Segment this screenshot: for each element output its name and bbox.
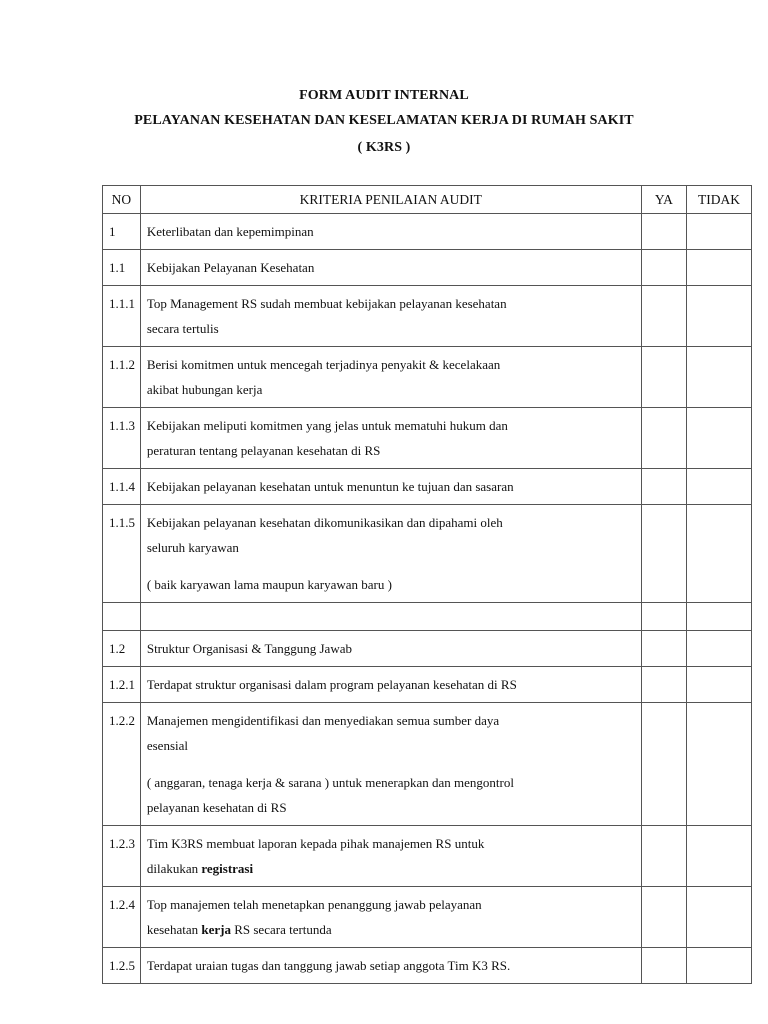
row-number: 1.2.1 bbox=[103, 667, 141, 703]
criteria-line: Keterlibatan dan kepemimpinan bbox=[146, 224, 314, 239]
header-no: NO bbox=[103, 186, 141, 214]
criteria-line bbox=[147, 856, 635, 881]
ya-cell[interactable] bbox=[641, 887, 686, 948]
header-criteria: KRITERIA PENILAIAN AUDIT bbox=[140, 186, 641, 214]
ya-cell[interactable] bbox=[641, 631, 686, 667]
form-title: FORM AUDIT INTERNAL bbox=[299, 88, 469, 103]
tidak-cell[interactable] bbox=[687, 505, 752, 603]
row-number: 1.2.3 bbox=[103, 826, 141, 887]
ya-cell[interactable] bbox=[641, 826, 686, 887]
row-number: 1.1.1 bbox=[103, 286, 141, 347]
ya-cell[interactable] bbox=[641, 214, 686, 250]
criteria-line: Terdapat uraian tugas dan tanggung jawab setiap anggota Tim K3 RS. bbox=[146, 958, 511, 973]
table-row bbox=[103, 667, 752, 703]
table-row bbox=[103, 631, 752, 667]
form-subtitle: PELAYANAN KESEHATAN DAN KESELAMATAN KERJA DI RUMAH SAKIT bbox=[134, 113, 634, 128]
table-row bbox=[103, 214, 752, 250]
criteria-line: Kebijakan Pelayanan Kesehatan bbox=[146, 260, 315, 275]
criteria-line: Top manajemen telah menetapkan penanggung jawab pelayanan bbox=[146, 897, 482, 912]
row-number: 1.1.3 bbox=[103, 408, 141, 469]
form-header bbox=[0, 88, 768, 156]
criteria-line: akibat hubungan kerja bbox=[146, 382, 263, 397]
table-row bbox=[103, 286, 752, 347]
header-tidak: TIDAK bbox=[687, 186, 752, 214]
row-criteria bbox=[140, 703, 641, 826]
criteria-line: peraturan tentang pelayanan kesehatan di RS bbox=[146, 443, 381, 458]
row-criteria bbox=[140, 286, 641, 347]
criteria-line: Tim K3RS membuat laporan kepada pihak manajemen RS untuk bbox=[146, 836, 485, 851]
tidak-cell[interactable] bbox=[687, 408, 752, 469]
ya-cell[interactable] bbox=[641, 469, 686, 505]
criteria-text: RS secara tertunda bbox=[230, 922, 332, 937]
criteria-line: Kebijakan pelayanan kesehatan dikomunikasikan dan dipahami oleh bbox=[146, 515, 503, 530]
row-number: 1.1.4 bbox=[103, 469, 141, 505]
row-number: 1.2.2 bbox=[103, 703, 141, 826]
table-row bbox=[103, 826, 752, 887]
criteria-line bbox=[147, 917, 635, 942]
row-criteria bbox=[140, 347, 641, 408]
row-criteria bbox=[140, 505, 641, 603]
row-criteria bbox=[140, 667, 641, 703]
row-number: 1.2 bbox=[103, 631, 141, 667]
row-criteria bbox=[140, 250, 641, 286]
criteria-line: Berisi komitmen untuk mencegah terjadinya penyakit & kecelakaan bbox=[146, 357, 501, 372]
table-row bbox=[103, 250, 752, 286]
criteria-line: Top Management RS sudah membuat kebijakan pelayanan kesehatan bbox=[146, 296, 507, 311]
row-number: 1.2.5 bbox=[103, 948, 141, 984]
ya-cell[interactable] bbox=[641, 948, 686, 984]
row-number: 1.1.5 bbox=[103, 505, 141, 603]
row-number: 1.1 bbox=[103, 250, 141, 286]
table-row bbox=[103, 469, 752, 505]
tidak-cell[interactable] bbox=[687, 603, 752, 631]
ya-cell[interactable] bbox=[641, 286, 686, 347]
row-number bbox=[103, 603, 141, 631]
criteria-line: Manajemen mengidentifikasi dan menyediakan semua sumber daya bbox=[146, 713, 500, 728]
table-row bbox=[103, 887, 752, 948]
row-criteria bbox=[140, 948, 641, 984]
tidak-cell[interactable] bbox=[687, 631, 752, 667]
row-criteria bbox=[140, 603, 641, 631]
ya-cell[interactable] bbox=[641, 667, 686, 703]
tidak-cell[interactable] bbox=[687, 948, 752, 984]
ya-cell[interactable] bbox=[641, 603, 686, 631]
ya-cell[interactable] bbox=[641, 347, 686, 408]
row-number: 1 bbox=[103, 214, 141, 250]
tidak-cell[interactable] bbox=[687, 703, 752, 826]
row-number: 1.2.4 bbox=[103, 887, 141, 948]
table-row bbox=[103, 505, 752, 603]
audit-table bbox=[102, 185, 752, 984]
table-row-empty bbox=[103, 603, 752, 631]
ya-cell[interactable] bbox=[641, 505, 686, 603]
criteria-text: dilakukan bbox=[146, 861, 202, 876]
row-criteria bbox=[140, 631, 641, 667]
table-row bbox=[103, 347, 752, 408]
tidak-cell[interactable] bbox=[687, 250, 752, 286]
row-criteria bbox=[140, 469, 641, 505]
criteria-line: Kebijakan meliputi komitmen yang jelas untuk mematuhi hukum dan bbox=[146, 418, 508, 433]
criteria-line: secara tertulis bbox=[146, 321, 219, 336]
tidak-cell[interactable] bbox=[687, 667, 752, 703]
tidak-cell[interactable] bbox=[687, 887, 752, 948]
header-ya: YA bbox=[641, 186, 686, 214]
criteria-bold-text: kerja bbox=[201, 922, 231, 937]
table-row bbox=[103, 703, 752, 826]
criteria-line: Kebijakan pelayanan kesehatan untuk menuntun ke tujuan dan sasaran bbox=[146, 479, 514, 494]
criteria-line: ( baik karyawan lama maupun karyawan baru ) bbox=[146, 577, 392, 592]
row-number: 1.1.2 bbox=[103, 347, 141, 408]
criteria-line: esensial bbox=[146, 738, 188, 753]
row-criteria bbox=[140, 214, 641, 250]
criteria-line: pelayanan kesehatan di RS bbox=[146, 800, 287, 815]
ya-cell[interactable] bbox=[641, 408, 686, 469]
criteria-line: Struktur Organisasi & Tanggung Jawab bbox=[146, 641, 352, 656]
row-criteria bbox=[140, 408, 641, 469]
tidak-cell[interactable] bbox=[687, 286, 752, 347]
tidak-cell[interactable] bbox=[687, 826, 752, 887]
criteria-bold-text: registrasi bbox=[201, 861, 254, 876]
tidak-cell[interactable] bbox=[687, 347, 752, 408]
table-header-row bbox=[103, 186, 752, 214]
tidak-cell[interactable] bbox=[687, 214, 752, 250]
row-criteria bbox=[140, 826, 641, 887]
criteria-line: seluruh karyawan bbox=[146, 540, 239, 555]
criteria-line: ( anggaran, tenaga kerja & sarana ) untuk menerapkan dan mengontrol bbox=[146, 775, 514, 790]
ya-cell[interactable] bbox=[641, 250, 686, 286]
criteria-line: Terdapat struktur organisasi dalam program pelayanan kesehatan di RS bbox=[146, 677, 517, 692]
ya-cell[interactable] bbox=[641, 703, 686, 826]
criteria-text: kesehatan bbox=[146, 922, 202, 937]
row-criteria bbox=[140, 887, 641, 948]
table-row bbox=[103, 948, 752, 984]
tidak-cell[interactable] bbox=[687, 469, 752, 505]
form-code: ( K3RS ) bbox=[357, 140, 411, 155]
table-row bbox=[103, 408, 752, 469]
